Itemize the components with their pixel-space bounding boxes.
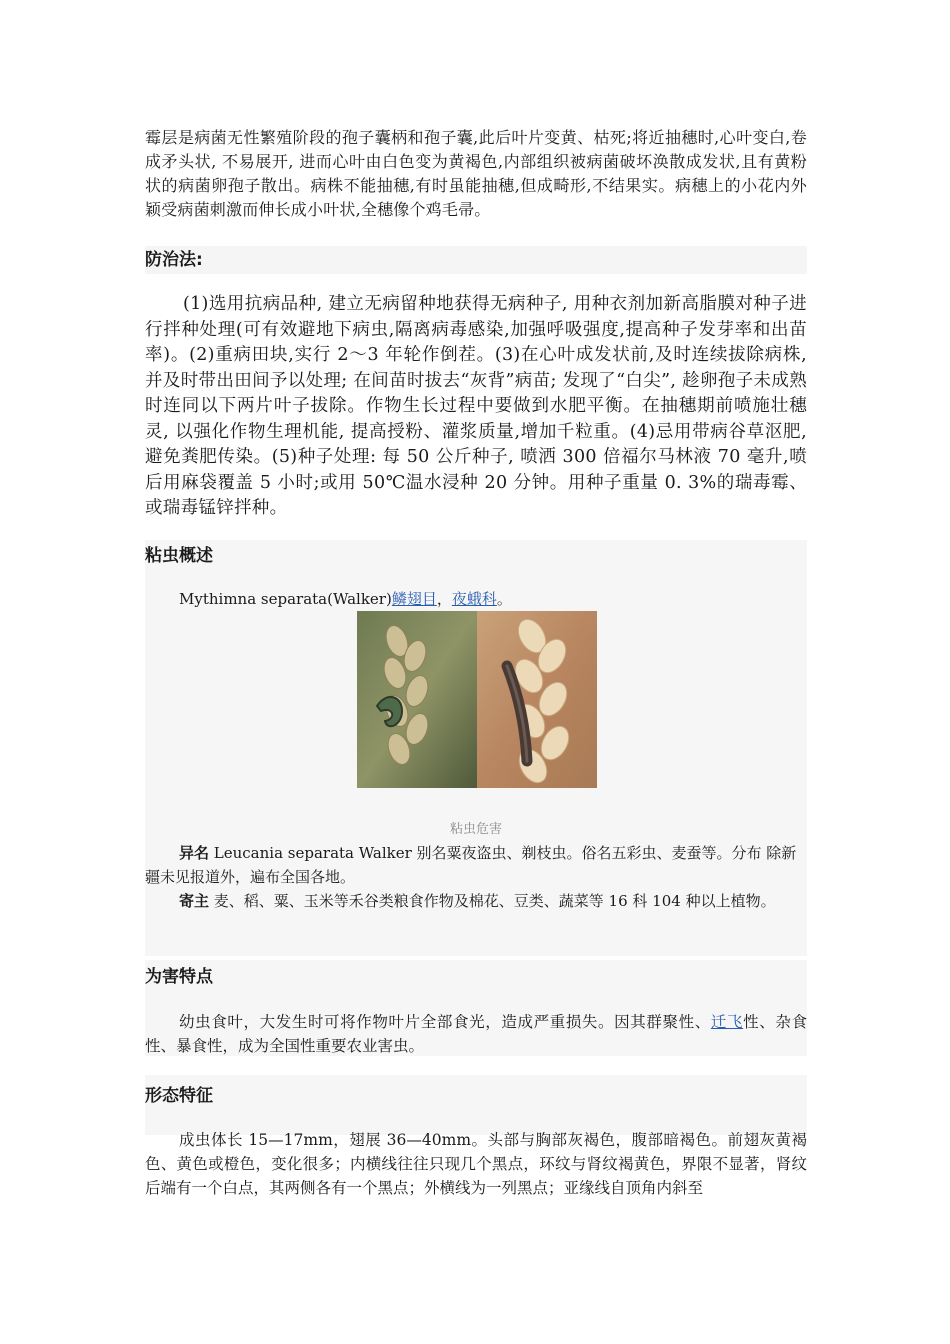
taxonomy-line xyxy=(179,588,512,610)
control-paragraph: (1)选用抗病品种, 建立无病留种地获得无病种子, 用种衣剂加新高脂膜对种子进行拌种处理(可有效避地下病虫,隔离病毒感染,加强呼吸强度,提高种子发芽率和出苗率)。(2)重病田块,实行 2～3 年轮作倒茬。(3)在心叶成发状前,及时连续拔除病株,并及时带出田间予以处理; 在间苗时拔去“灰背”病苗; 发现了“白尖”, 趁卵孢子未成熟时连同以下两片叶子拔除。作物生长过程中要做到水肥平衡。在抽穗期前喷施壮穗灵, 以强化作物生理机能, 提高授粉、灌浆质量,增加千粒重。(4)忌用带病谷草沤肥,避免粪肥传染。(5)种子处理: 每 50 公斤种子, 喷洒 300 倍福尔马林液 70 毫升,喷后用麻袋覆盖 5 小时;或用 50℃温水浸种 20 分钟。用种子重量 0. 3%的瑞毒霉、或瑞毒锰锌拌种。 xyxy=(145,294,807,518)
migration-link[interactable]: 迁飞 xyxy=(710,1013,744,1031)
morphology-paragraph: 成虫体长 15—17mm，翅展 36—40mm。头部与胸部灰褐色，腹部暗褐色。前翅灰黄褐色、黄色或橙色，变化很多；内横线往往只现几个黑点，环纹与肾纹褐黄色，界限不显著，肾纹后端有一个白点，其两侧各有一个黑点；外横线为一列黑点；亚缘线自顶角内斜至 xyxy=(145,1131,807,1197)
latin-name: Mythimna separata(Walker) xyxy=(179,590,392,608)
damage-text-before: 幼虫食叶，大发生时可将作物叶片全部食光，造成严重损失。因其群聚性、 xyxy=(179,1013,711,1031)
morphology-heading: 形态特征 xyxy=(145,1086,213,1106)
host-line xyxy=(145,889,807,913)
noctuidae-link[interactable]: 夜蛾科 xyxy=(451,590,497,608)
alias-host-block xyxy=(145,841,807,913)
alias-text: Leucania separata Walker 别名粟夜盗虫、剃枝虫。俗名五彩虫、麦蚕等。分布 除新疆未见报道外，遍布全国各地。 xyxy=(145,844,797,886)
host-label: 寄主 xyxy=(179,892,210,910)
control-heading: 防治法: xyxy=(145,246,807,274)
host-text: 麦、稻、粟、玉米等禾谷类粮食作物及棉花、豆类、蔬菜等 16 科 104 种以上植物。 xyxy=(209,892,776,910)
lepidoptera-link[interactable]: 鳞翅目 xyxy=(391,590,437,608)
damage-heading: 为害特点 xyxy=(145,967,213,987)
alias-line xyxy=(145,841,807,889)
damage-text-after: 性、杂食性、暴食性，成为全国性重要农业害虫。 xyxy=(145,1013,807,1055)
armyworm-heading: 粘虫概述 xyxy=(145,546,213,566)
intro-paragraph: 霉层是病菌无性繁殖阶段的孢子囊柄和孢子囊,此后叶片变黄、枯死;将近抽穗时,心叶变白,卷成矛头状, 不易展开, 进而心叶由白色变为黄褐色,内部组织被病菌破坏涣散成发状,且有黄粉状的病菌卵孢子散出。病株不能抽穗,有时虽能抽穗,但成畸形,不结果实。病穗上的小花内外颖受病菌刺激而伸长成小叶状,全穗像个鸡毛帚。 xyxy=(145,128,807,219)
armyworm-photo-illustration xyxy=(357,611,597,788)
period: 。 xyxy=(496,590,512,608)
damage-paragraph xyxy=(145,1010,807,1058)
separator: ， xyxy=(436,590,452,608)
alias-label: 异名 xyxy=(179,844,210,862)
photo-caption: 粘虫危害 xyxy=(449,822,502,837)
armyworm-damage-photo xyxy=(357,611,597,788)
